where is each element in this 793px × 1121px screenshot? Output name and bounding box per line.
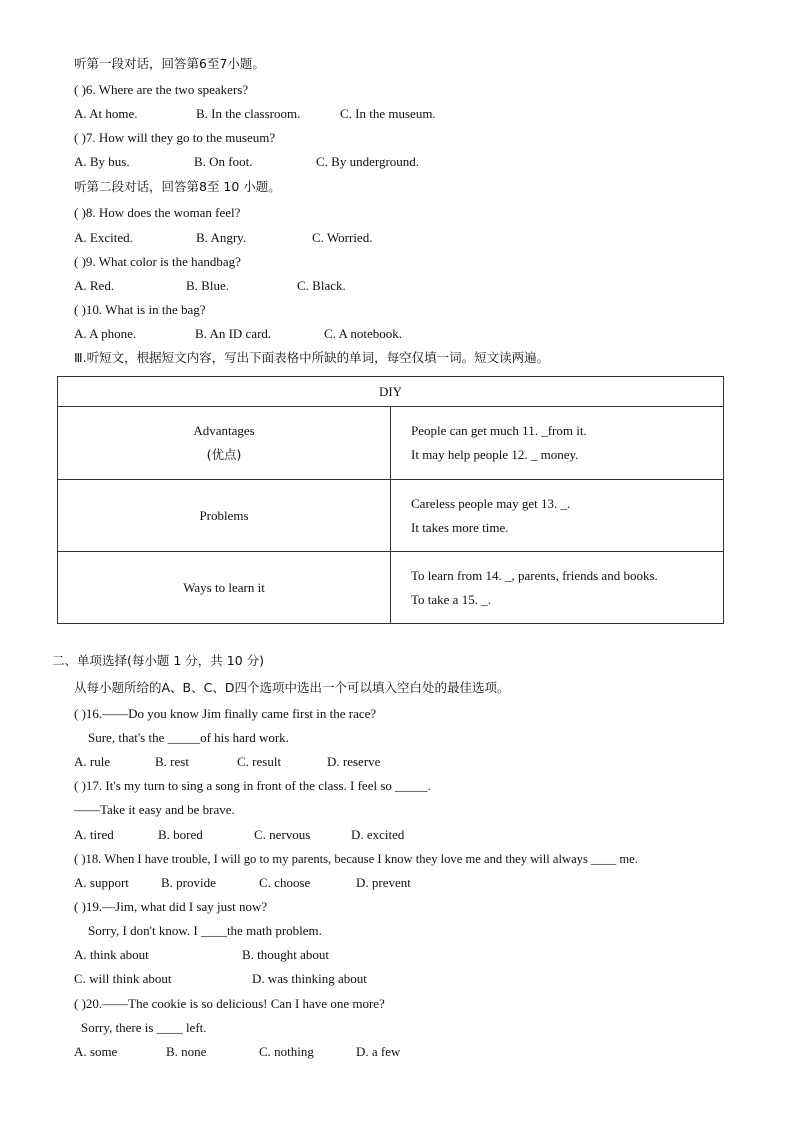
q7-option-a: A. By bus. bbox=[74, 154, 130, 169]
q16-option-d: D. reserve bbox=[327, 754, 381, 769]
row-content bbox=[391, 480, 724, 552]
table-row-ways bbox=[58, 552, 724, 624]
q20-reply: Sorry, there is ____ left. bbox=[81, 1020, 207, 1035]
q17-reply: ——Take it easy and be brave. bbox=[74, 802, 235, 817]
q20-option-b: B. none bbox=[166, 1044, 207, 1059]
q18-option-c: C. choose bbox=[259, 875, 311, 890]
q17-option-b: B. bored bbox=[158, 827, 203, 842]
q17-option-c: C. nervous bbox=[254, 827, 311, 842]
question-19: ( )19.—Jim, what did I say just now? bbox=[74, 899, 268, 914]
q9-option-b: B. Blue. bbox=[186, 278, 229, 293]
dialog2-intro: 听第二段对话，回答第8至 10 小题。 bbox=[74, 179, 281, 194]
q8-option-a: A. Excited. bbox=[74, 230, 133, 245]
q18-option-a: A. support bbox=[74, 875, 129, 890]
table-title: DIY bbox=[58, 377, 724, 407]
q20-option-c: C. nothing bbox=[259, 1044, 314, 1059]
q6-option-c: C. In the museum. bbox=[340, 106, 436, 121]
row-line: To learn from 14. _, parents, friends and books. bbox=[411, 567, 658, 583]
q19-reply: Sorry, I don't know. I ____the math problem. bbox=[88, 923, 322, 938]
q7-option-b: B. On foot. bbox=[194, 154, 253, 169]
row-line: Careless people may get 13. _. bbox=[411, 495, 571, 511]
row-label bbox=[58, 407, 391, 480]
question-10: ( )10. What is in the bag? bbox=[74, 302, 206, 317]
table-row-problems bbox=[58, 480, 724, 552]
question-6: ( )6. Where are the two speakers? bbox=[74, 82, 249, 97]
q19-option-a: A. think about bbox=[74, 947, 149, 962]
q20-option-a: A. some bbox=[74, 1044, 118, 1059]
q20-option-d: D. a few bbox=[356, 1044, 401, 1059]
row-content bbox=[391, 407, 724, 480]
part3-heading: Ⅲ.听短文，根据短文内容，写出下面表格中所缺的单词，每空仅填一词。短文读两遍。 bbox=[74, 350, 550, 365]
question-7: ( )7. How will they go to the museum? bbox=[74, 130, 276, 145]
section2-instruction: 从每小题所给的A、B、C、D四个选项中选出一个可以填入空白处的最佳选项。 bbox=[74, 680, 510, 695]
section2-heading: 二、单项选择(每小题 1 分，共 10 分) bbox=[52, 653, 265, 668]
row-label-subtext: (优点) bbox=[206, 447, 242, 462]
row-line: It may help people 12. _ money. bbox=[411, 447, 579, 462]
q9-option-a: A. Red. bbox=[74, 278, 115, 293]
q9-option-c: C. Black. bbox=[297, 278, 346, 293]
row-label bbox=[58, 552, 391, 624]
diy-table bbox=[57, 376, 724, 624]
q16-reply: Sure, that's the _____of his hard work. bbox=[88, 730, 289, 745]
q7-option-c: C. By underground. bbox=[316, 154, 420, 169]
row-line: To take a 15. _. bbox=[411, 591, 491, 607]
q16-option-a: A. rule bbox=[74, 754, 111, 769]
row-line: People can get much 11. _from it. bbox=[411, 423, 587, 438]
q17-option-d: D. excited bbox=[351, 827, 405, 842]
q19-option-b: B. thought about bbox=[242, 947, 330, 962]
q10-option-c: C. A notebook. bbox=[324, 326, 403, 341]
row-label bbox=[58, 480, 391, 552]
question-18: ( )18. When I have trouble, I will go to my parents, because I know they love me and they will always ____ me. bbox=[74, 852, 638, 866]
table-row-advantages bbox=[58, 407, 724, 480]
question-17: ( )17. It's my turn to sing a song in front of the class. I feel so _____. bbox=[74, 778, 431, 793]
question-16: ( )16.——Do you know Jim finally came first in the race? bbox=[74, 706, 377, 721]
q10-option-b: B. An ID card. bbox=[195, 326, 272, 341]
q18-option-b: B. provide bbox=[161, 875, 216, 890]
q16-option-c: C. result bbox=[237, 754, 282, 769]
q10-option-a: A. A phone. bbox=[74, 326, 137, 341]
q17-option-a: A. tired bbox=[74, 827, 114, 842]
question-9: ( )9. What color is the handbag? bbox=[74, 254, 241, 269]
q8-option-b: B. Angry. bbox=[196, 230, 247, 245]
row-content bbox=[391, 552, 724, 624]
q6-option-b: B. In the classroom. bbox=[196, 106, 301, 121]
row-label-text: Advantages bbox=[193, 423, 255, 438]
q16-option-b: B. rest bbox=[155, 754, 189, 769]
q18-option-d: D. prevent bbox=[356, 875, 411, 890]
question-8: ( )8. How does the woman feel? bbox=[74, 205, 241, 220]
q8-option-c: C. Worried. bbox=[312, 230, 373, 245]
dialog1-intro: 听第一段对话，回答第6至7小题。 bbox=[74, 56, 265, 71]
row-label-text: Problems bbox=[199, 507, 249, 523]
question-20: ( )20.——The cookie is so delicious! Can I have one more? bbox=[74, 996, 385, 1011]
q19-option-c: C. will think about bbox=[74, 971, 172, 986]
q19-option-d: D. was thinking about bbox=[252, 971, 367, 986]
row-line: It takes more time. bbox=[411, 519, 509, 535]
row-label-text: Ways to learn it bbox=[183, 579, 265, 595]
q6-option-a: A. At home. bbox=[74, 106, 138, 121]
